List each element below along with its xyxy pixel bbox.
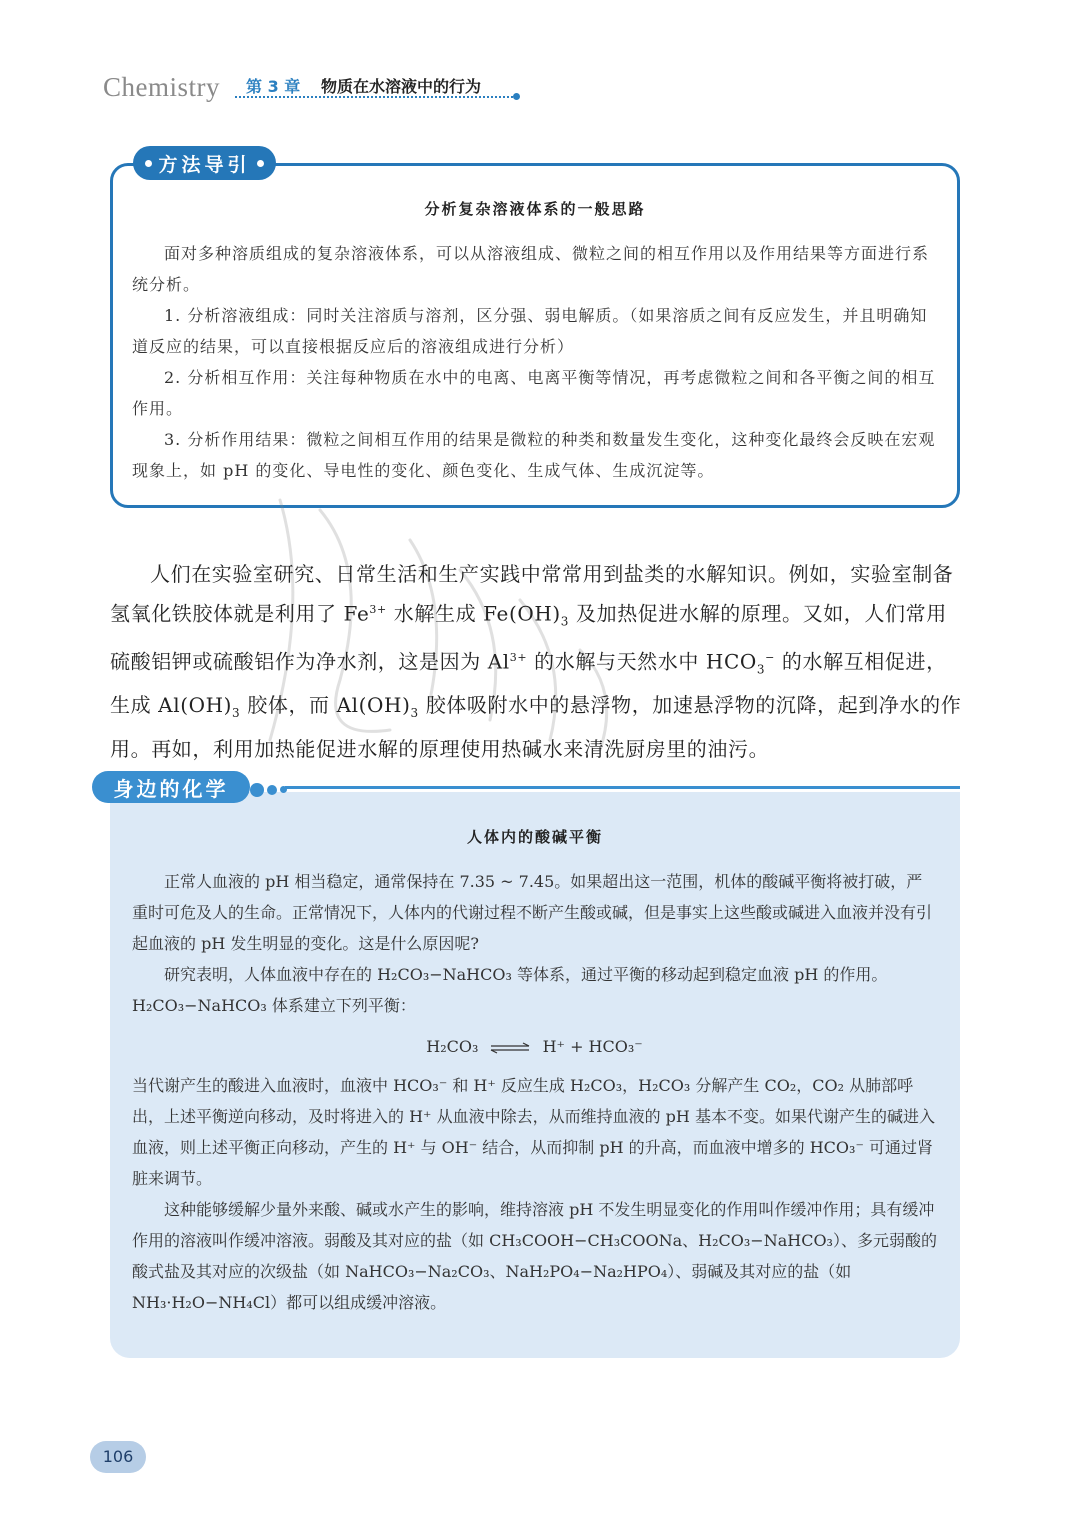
method-title: 分析复杂溶液体系的一般思路: [424, 200, 646, 218]
equilibrium-arrow-icon: [489, 1042, 531, 1054]
tag-dots-icon: [250, 779, 290, 795]
main-paragraph: [110, 556, 965, 767]
method-tag: [133, 146, 276, 180]
method-tag-label: 方法导引: [158, 153, 251, 176]
life-paragraph: 研究表明，人体血液中存在的 H₂CO₃−NaHCO₃ 等体系，通过平衡的移动起到稳定血液 pH 的作用。H₂CO₃−NaHCO₃ 体系建立下列平衡：: [132, 965, 888, 1015]
life-body: [132, 866, 937, 1318]
life-chemistry-tag: 身边的化学: [92, 771, 250, 803]
main-text: 人们在实验室研究、日常生活和生产实践中常常用到盐类的水解知识。例如，实验室制备氢氧化铁胶体就是利用了 $Fe^{3+}$ 水解生成 $Fe(OH)_3$ 及加热促进水解的原理。又如，人们常用硫酸铝钾或硫酸铝作为净水剂，这是因为 $Al^{3+}$ 的水解与天然水中 $HCO_3^-$ 的水解互相促进，生成 $Al(OH)_3$ 胶体，而 $Al(OH)_3$ 胶体吸附水中的悬浮物，加速悬浮物的沉降，起到净水的作用。再如，利用加热能促进水解的原理使用热碱水来清洗厨房里的油污。: [110, 562, 962, 762]
method-paragraph: 面对多种溶质组成的复杂溶液体系，可以从溶液组成、微粒之间的相互作用以及作用结果等方面进行系统分析。: [132, 244, 930, 294]
equilibrium-equation: [132, 1031, 937, 1062]
method-paragraph: 2. 分析相互作用：关注每种物质在水中的电离、电离平衡等情况，再考虑微粒之间和各平衡之间的相互作用。: [132, 368, 936, 418]
bullet-icon: [145, 160, 152, 167]
header-divider: [235, 96, 517, 98]
life-paragraph: 当代谢产生的酸进入血液时，血液中 HCO₃⁻ 和 H⁺ 反应生成 H₂CO₃，H₂CO₃ 分解产生 CO₂，CO₂ 从肺部呼出，上述平衡逆向移动，及时将进入的 H⁺ 从血液中除去，从而维持血液的 pH 基本不变。如果代谢产生的碱进入血液，则上述平衡正向移动，产生的 H⁺ 与 OH⁻ 结合，从而抑制 pH 的升高，而血液中增多的 HCO₃⁻ 可通过肾脏来调节。: [132, 1076, 935, 1188]
method-paragraph: 3. 分析作用结果：微粒之间相互作用的结果是微粒的种类和数量发生变化，这种变化最终会反映在宏观现象上，如 pH 的变化、导电性的变化、颜色变化、生成气体、生成沉淀等。: [132, 430, 936, 480]
life-divider: [285, 786, 960, 789]
equation-right: H⁺ + HCO₃⁻: [542, 1037, 643, 1056]
brand-title: Chemistry: [103, 72, 220, 102]
chapter-number: 第 3 章: [246, 77, 301, 96]
equation-left: H₂CO₃: [426, 1037, 479, 1056]
life-title: 人体内的酸碱平衡: [466, 828, 603, 846]
page-number: 106: [90, 1441, 146, 1473]
header-dot: [513, 93, 520, 100]
running-header: [103, 66, 523, 106]
chapter-title: 物质在水溶液中的行为: [321, 77, 482, 96]
bullet-icon: [257, 160, 264, 167]
life-paragraph: 这种能够缓解少量外来酸、碱或水产生的影响，维持溶液 pH 不发生明显变化的作用叫作缓冲作用；具有缓冲作用的溶液叫作缓冲溶液。弱酸及其对应的盐（如 CH₃COOH−CH₃COONa、H₂CO₃−NaHCO₃）、多元弱酸的酸式盐及其对应的次级盐（如 NaHCO₃−Na₂CO₃、NaH₂PO₄−Na₂HPO₄）、弱碱及其对应的盐（如 NH₃·H₂O−NH₄Cl）都可以组成缓冲溶液。: [132, 1200, 937, 1312]
life-paragraph: 正常人血液的 pH 相当稳定，通常保持在 7.35 ~ 7.45。如果超出这一范围，机体的酸碱平衡将被打破，严重时可危及人的生命。正常情况下，人体内的代谢过程不断产生酸或碱，但是事实上这些酸或碱进入血液并没有引起血液的 pH 发生明显的变化。这是什么原因呢?: [132, 872, 933, 953]
method-body: [132, 238, 937, 486]
method-paragraph: 1. 分析溶液组成：同时关注溶质与溶剂，区分强、弱电解质。（如果溶质之间有反应发生，并且明确知道反应的结果，可以直接根据反应后的溶液组成进行分析）: [132, 306, 928, 356]
